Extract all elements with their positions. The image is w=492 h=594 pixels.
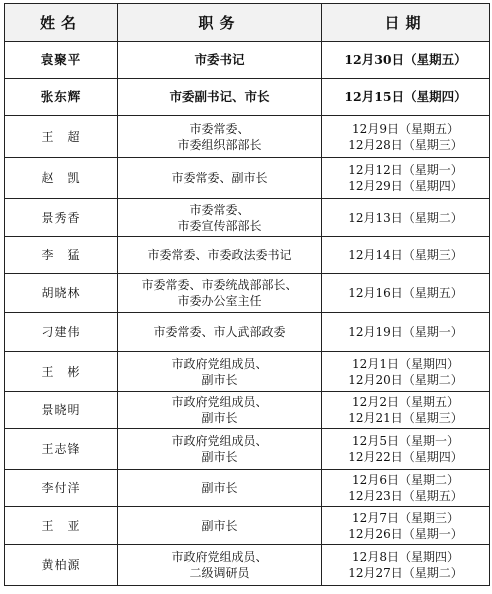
table-row xyxy=(5,199,490,237)
cell-name: 景晓明 xyxy=(5,392,118,429)
date-line: 12月23日（星期五） xyxy=(348,489,463,503)
cell-date xyxy=(322,158,490,199)
cell-name: 黄柏源 xyxy=(5,545,118,586)
cell-date xyxy=(322,313,490,352)
cell-position xyxy=(118,237,322,274)
date-line: 12月12日（星期一） xyxy=(348,163,463,177)
cell-name: 李 猛 xyxy=(5,237,118,274)
date-line: 12月9日（星期五） xyxy=(352,121,459,136)
position-line: 副市长 xyxy=(201,372,238,387)
cell-name: 刁建伟 xyxy=(5,313,118,352)
cell-position xyxy=(118,313,322,352)
cell-date xyxy=(322,392,490,429)
cell-position xyxy=(118,116,322,158)
position-line: 副市长 xyxy=(201,411,238,425)
schedule-table xyxy=(4,3,490,586)
position-line: 市委常委、 xyxy=(189,121,250,136)
date-line: 12月8日（星期四） xyxy=(352,550,459,564)
position-line: 市政府党组成员、 xyxy=(171,434,268,448)
position-line: 副市长 xyxy=(201,481,238,495)
table-row xyxy=(5,42,490,79)
header-position: 职务 xyxy=(118,4,322,42)
cell-name: 王志锋 xyxy=(5,429,118,470)
date-line: 12月7日（星期三） xyxy=(352,510,459,525)
cell-position xyxy=(118,470,322,507)
cell-position xyxy=(118,79,322,116)
position-line: 市委常委、市委统战部部长、 xyxy=(141,278,298,292)
position-line: 市委组织部部长 xyxy=(177,137,262,152)
header-name: 姓名 xyxy=(5,4,118,42)
cell-name: 袁聚平 xyxy=(5,42,118,79)
table-row xyxy=(5,507,490,545)
date-line: 12月14日（星期三） xyxy=(348,248,463,262)
cell-date xyxy=(322,352,490,392)
cell-position xyxy=(118,352,322,392)
date-line: 12月26日（星期一） xyxy=(348,526,463,541)
cell-name: 王 亚 xyxy=(5,507,118,545)
position-line: 副市长 xyxy=(201,518,238,533)
position-line: 市委常委、市人武部政委 xyxy=(153,325,286,339)
date-line: 12月19日（星期一） xyxy=(348,325,463,339)
cell-date xyxy=(322,42,490,79)
position-line: 市政府党组成员、 xyxy=(171,550,268,564)
cell-date xyxy=(322,237,490,274)
date-line: 12月1日（星期四） xyxy=(352,356,459,371)
table-row xyxy=(5,313,490,352)
date-line: 12月27日（星期二） xyxy=(348,566,463,580)
table-row xyxy=(5,352,490,392)
position-line: 市委副书记、市长 xyxy=(169,89,270,104)
cell-date xyxy=(322,116,490,158)
cell-date xyxy=(322,507,490,545)
cell-date xyxy=(322,545,490,586)
cell-name: 李付洋 xyxy=(5,470,118,507)
header-date: 日期 xyxy=(322,4,490,42)
table-row xyxy=(5,158,490,199)
date-line: 12月30日（星期五） xyxy=(344,52,467,67)
table-row xyxy=(5,116,490,158)
table-row xyxy=(5,470,490,507)
date-line: 12月15日（星期四） xyxy=(344,89,467,104)
date-line: 12月22日（星期四） xyxy=(348,450,463,464)
table-row xyxy=(5,545,490,586)
date-line: 12月21日（星期三） xyxy=(348,411,463,425)
header-row xyxy=(5,4,490,42)
position-line: 市委宣传部部长 xyxy=(177,218,262,233)
date-line: 12月5日（星期一） xyxy=(352,434,459,448)
date-line: 12月2日（星期五） xyxy=(352,395,459,409)
cell-position xyxy=(118,274,322,313)
cell-position xyxy=(118,429,322,470)
table-row xyxy=(5,274,490,313)
date-line: 12月16日（星期五） xyxy=(348,286,463,300)
position-line: 市委书记 xyxy=(194,52,245,67)
cell-position xyxy=(118,42,322,79)
cell-name: 胡晓林 xyxy=(5,274,118,313)
cell-date xyxy=(322,470,490,507)
cell-name: 王 超 xyxy=(5,116,118,158)
position-line: 二级调研员 xyxy=(189,566,250,580)
cell-position xyxy=(118,158,322,199)
table-row xyxy=(5,429,490,470)
position-line: 市政府党组成员、 xyxy=(171,356,268,371)
position-line: 副市长 xyxy=(201,450,238,464)
cell-position xyxy=(118,199,322,237)
cell-name: 赵 凯 xyxy=(5,158,118,199)
position-line: 市委常委、副市长 xyxy=(171,171,268,185)
cell-date xyxy=(322,79,490,116)
date-line: 12月29日（星期四） xyxy=(348,179,463,193)
table-row xyxy=(5,79,490,116)
position-line: 市委办公室主任 xyxy=(177,294,262,308)
table-body xyxy=(5,42,490,586)
date-line: 12月6日（星期二） xyxy=(352,473,459,487)
position-line: 市委常委、 xyxy=(189,202,250,217)
table-row xyxy=(5,237,490,274)
date-line: 12月28日（星期三） xyxy=(348,137,463,152)
cell-date xyxy=(322,199,490,237)
cell-name: 张东辉 xyxy=(5,79,118,116)
position-line: 市委常委、市委政法委书记 xyxy=(147,248,292,262)
date-line: 12月13日（星期二） xyxy=(348,210,463,225)
cell-name: 王 彬 xyxy=(5,352,118,392)
cell-position xyxy=(118,392,322,429)
cell-date xyxy=(322,274,490,313)
date-line: 12月20日（星期二） xyxy=(348,372,463,387)
cell-position xyxy=(118,507,322,545)
cell-position xyxy=(118,545,322,586)
cell-date xyxy=(322,429,490,470)
cell-name: 景秀香 xyxy=(5,199,118,237)
position-line: 市政府党组成员、 xyxy=(171,395,268,409)
table-row xyxy=(5,392,490,429)
